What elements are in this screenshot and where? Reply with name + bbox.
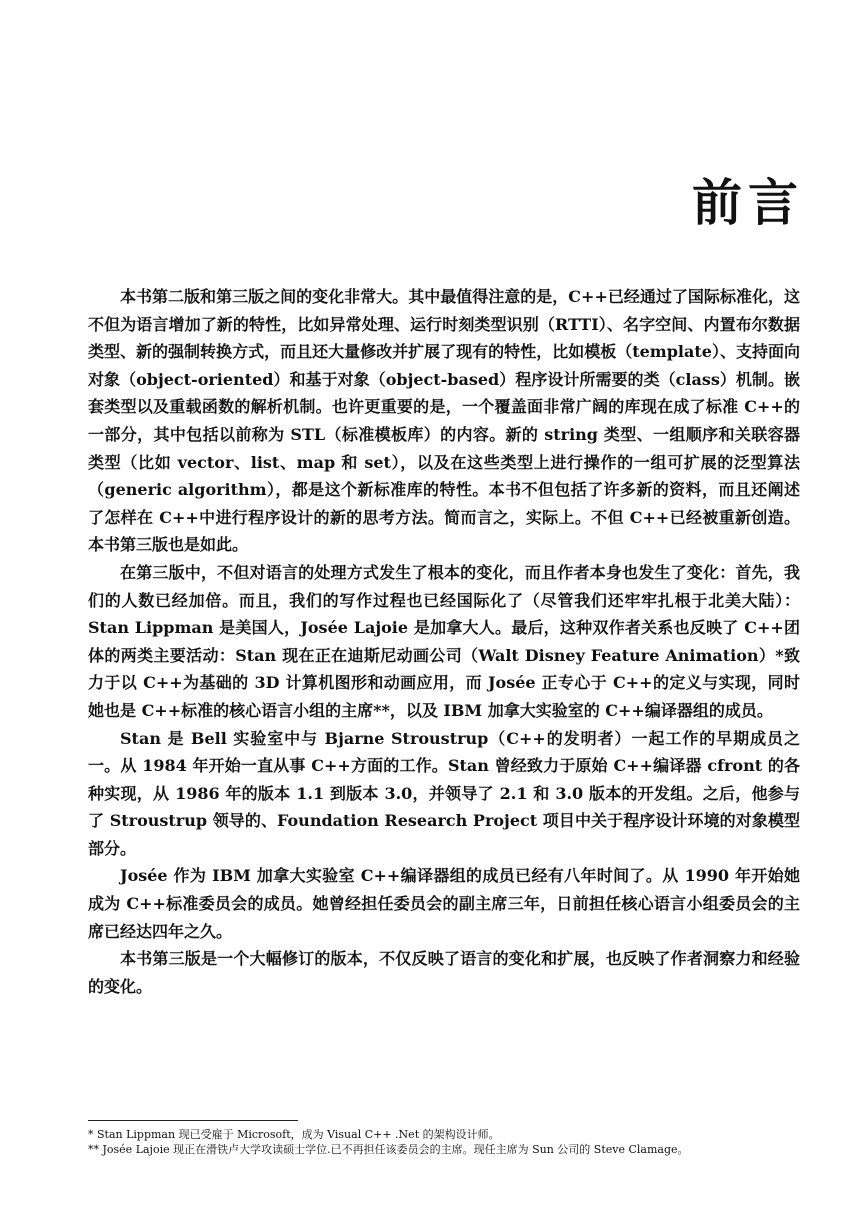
footnote: ** Josée Lajoie 现正在滑铁卢大学攻读硕士学位.已不再担任该委员会的主席。现任主席为 Sun 公司的 Steve Clamage。 (88, 1143, 689, 1156)
paragraph: 本书第二版和第三版之间的变化非常大。其中最值得注意的是，C++已经通过了国际标准化，这不但为语言增加了新的特性，比如异常处理、运行时刻类型识别（RTTI）、名字空间、内置布尔数据类型、新的强制转换方式，而且还大量修改并扩展了现有的特性，比如模板（template）、支持面向对象（object-oriented）和基于对象（object-based）程序设计所需要的类（class）机制。嵌套类型以及重载函数的解析机制。也许更重要的是，一个覆盖面非常广阔的库现在成了标准 C++的一部分，其中包括以前称为 STL（标准模板库）的内容。新的 string 类型、一组顺序和关联容器类型（比如 vector、list、map 和 set），以及在这些类型上进行操作的一组可扩展的泛型算法（generic algorithm），都是这个新标准库的特性。本书不但包括了许多新的资料，而且还阐述了怎样在 C++中进行程序设计的新的思考方法。简而言之，实际上。不但 C++已经被重新创造。本书第三版也是如此。 (88, 287, 800, 555)
paragraph: 本书第三版是一个大幅修订的版本，不仅反映了语言的变化和扩展，也反映了作者洞察力和经验的变化。 (88, 949, 800, 996)
paragraph: 在第三版中，不但对语言的处理方式发生了根本的变化，而且作者本身也发生了变化：首先，我们的人数已经加倍。而且，我们的写作过程也已经国际化了（尽管我们还牢牢扎根于北美大陆）：Stan Lippman 是美国人，Josée Lajoie 是加拿大人。最后，这种双作者关系也反映了 C++团体的两类主要活动：Stan 现在正在迪斯尼动画公司（Walt Disney Feature Animation）*致力于以 C++为基础的 3D 计算机图形和动画应用，而 Josée 正专心于 C++的定义与实现，同时她也是 C++标准的核心语言小组的主席**，以及 IBM 加拿大实验室的 C++编译器组的成员。 (88, 562, 800, 720)
paragraph: Stan 是 Bell 实验室中与 Bjarne Stroustrup（C++的发明者）一起工作的早期成员之一。从 1984 年开始一直从事 C++方面的工作。Stan 曾经致力于原始 C++编译器 cfront 的各种实现，从 1986 年的版本 1.1 到版本 3.0，并领导了 2.1 和 3.0 版本的开发组。之后，他参与了 Stroustrup 领导的、Foundation Research Project 项目中关于程序设计环境的对象模型部分。 (88, 728, 800, 858)
paragraph: Josée 作为 IBM 加拿大实验室 C++编译器组的成员已经有八年时间了。从 1990 年开始她成为 C++标准委员会的成员。她曾经担任委员会的副主席三年，日前担任核心语言小组委员会的主席已经达四年之久。 (88, 866, 800, 941)
page-heading: 前言 (692, 173, 804, 232)
footnote: * Stan Lippman 现已受雇于 Microsoft，成为 Visual C++ .Net 的架构设计师。 (88, 1128, 500, 1141)
preface-body (88, 283, 800, 1000)
footnote-divider (88, 1120, 298, 1121)
footnotes (88, 1120, 800, 1157)
